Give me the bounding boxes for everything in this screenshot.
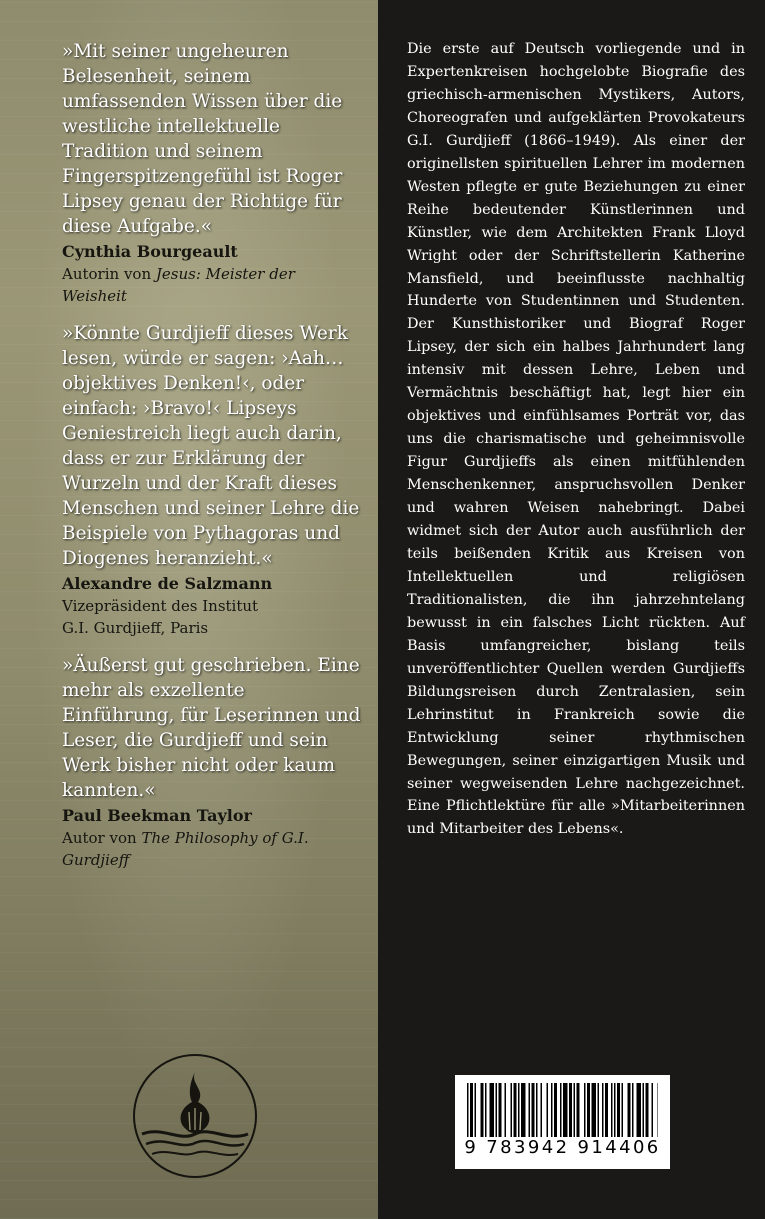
barcode-bar: [584, 1083, 586, 1137]
barcode-bar: [598, 1083, 600, 1137]
quotes-column: [62, 39, 362, 885]
barcode-bar: [646, 1083, 649, 1137]
barcode-bars-icon: [467, 1083, 658, 1137]
barcode-bar: [529, 1083, 531, 1137]
barcode-bar: [658, 1083, 659, 1137]
book-description: Die erste auf Deutsch vorliegende und in Expertenkreisen hochgelobte Biografie des griechisch-armenischen Mystikers, Autors, Choreografen und aufgeklärten Provokateurs G.I. Gurdjieff (1866–1949). Als einer der originellsten spirituellen Lehrer im modernen Westen pflegte er gute Beziehungen zu einer Reihe bedeutender Künstlerinnen und Künstler, wie dem Architekten Frank Lloyd Wright oder der Schriftstellerin Katherine Mansfield, und beeinflusste nachhaltig Hunderte von Studentinnen und Studenten. Der Kunsthistoriker und Biograf Roger Lipsey, der sich ein halbes Jahrhundert lang intensiv mit dessen Lehre, Leben und Vermächtnis beschäftigt hat, legt hier ein objektives und einfühlsames Porträt vor, das uns die charismatische und geheimnisvolle Figur Gurdjieffs als einen mitfühlenden Menschenkenner, anspruchsvollen Denker und wahren Weisen nahebringt. Dabei widmet sich der Autor auch ausführlich der teils beißenden Kritik aus Kreisen von Intellektuellen und religiösen Traditionalisten, die ihn jahrzehntelang bewusst in ein falsches Licht rückten. Auf Basis umfangreicher, bislang teils unveröffentlichter Quellen werden Gurdjieffs Bildungsreisen durch Zentralasien, sein Lehrinstitut in Frankreich sowie die Entwicklung seiner rhythmischen Bewegungen, seiner einzigartigen Musik und seiner wegweisenden Lehre nachgezeichnet. Eine Pflichtlektüre für alle »Mitarbeiterinnen und Mitarbeiter des Lebens«.: [407, 41, 745, 838]
barcode-bar: [485, 1083, 487, 1137]
barcode-bar: [605, 1083, 608, 1137]
barcode-bar: [551, 1083, 553, 1137]
quotes-panel: [0, 0, 378, 1219]
barcode-bar: [536, 1083, 538, 1137]
barcode-bar: [490, 1083, 495, 1137]
barcode-bar: [574, 1083, 576, 1137]
barcode-bar: [541, 1083, 543, 1137]
barcode-bar: [560, 1083, 562, 1137]
barcode-bar: [602, 1083, 604, 1137]
barcode-bar: [569, 1083, 572, 1137]
barcode-bar: [470, 1083, 473, 1137]
quote-2-role-line-1: Vizepräsident des Institut: [62, 597, 259, 615]
quote-1: [62, 39, 362, 307]
barcode-bar: [505, 1083, 507, 1137]
barcode-bar: [521, 1083, 526, 1137]
barcode-bar: [643, 1083, 645, 1137]
isbn-barcode: [455, 1075, 670, 1169]
barcode-bar: [611, 1083, 613, 1137]
barcode-bar: [637, 1083, 642, 1137]
quote-3-author: Paul Beekman Taylor: [62, 806, 252, 825]
barcode-bar: [592, 1083, 597, 1137]
barcode-bar: [547, 1083, 549, 1137]
barcode-bar: [532, 1083, 535, 1137]
quote-1-role-prefix: Autorin von: [62, 265, 156, 283]
barcode-bar: [652, 1083, 654, 1137]
barcode-bar: [518, 1083, 520, 1137]
quote-3-role-prefix: Autor von: [62, 829, 142, 847]
barcode-bar: [617, 1083, 620, 1137]
quote-1-author: Cynthia Bourgeault: [62, 242, 238, 261]
quote-1-role: [62, 263, 362, 307]
quote-2-text: »Könnte Gurdjieff dieses Werk lesen, würde er sagen: ›Aah… objektives Denken!‹, oder einfach: ›Bravo!‹ Lipseys Geniestreich liegt auch darin, dass er zur Erklärung der Wurzeln und der Kraft dieses Menschen und seiner Lehre die Beispiele von Pythagoras und Diogenes heranzieht.«: [62, 323, 360, 569]
quote-3-role-title: The Philosophy of G.I. Gurdjieff: [62, 829, 309, 869]
quote-1-role-title: Jesus: Meister der Weisheit: [62, 265, 295, 305]
barcode-bar: [554, 1083, 557, 1137]
isbn-number: 9 783942 914406: [464, 1137, 661, 1158]
barcode-bar: [511, 1083, 513, 1137]
quote-3-role: [62, 827, 362, 871]
barcode-bar: [499, 1083, 502, 1137]
quote-1-text: »Mit seiner ungeheuren Belesenheit, seinem umfassenden Wissen über die westliche intellektuelle Tradition und seinem Fingerspitzengefühl ist Roger Lipsey genau der Richtige für diese Aufgabe.«: [62, 41, 343, 237]
quote-3: [62, 653, 362, 871]
barcode-bar: [563, 1083, 568, 1137]
quote-2-role-line-2: G.I. Gurdjieff, Paris: [62, 619, 209, 637]
barcode-bar: [577, 1083, 580, 1137]
barcode-bar: [514, 1083, 517, 1137]
barcode-bar: [632, 1083, 634, 1137]
barcode-bar: [496, 1083, 498, 1137]
barcode-bar: [614, 1083, 616, 1137]
quote-3-text: »Äußerst gut geschrieben. Eine mehr als exzellente Einführung, für Leserinnen und Leser, die Gurdjieff und sein Werk bisher nicht oder kaum kannten.«: [62, 655, 361, 801]
publisher-logo-icon: [110, 1050, 280, 1182]
barcode-bar: [622, 1083, 624, 1137]
quote-2: [62, 321, 362, 639]
barcode-bar: [475, 1083, 477, 1137]
barcode-bar: [467, 1083, 469, 1137]
barcode-bar: [481, 1083, 484, 1137]
quote-2-author: Alexandre de Salzmann: [62, 574, 273, 593]
barcode-bar: [628, 1083, 631, 1137]
barcode-bar: [587, 1083, 590, 1137]
